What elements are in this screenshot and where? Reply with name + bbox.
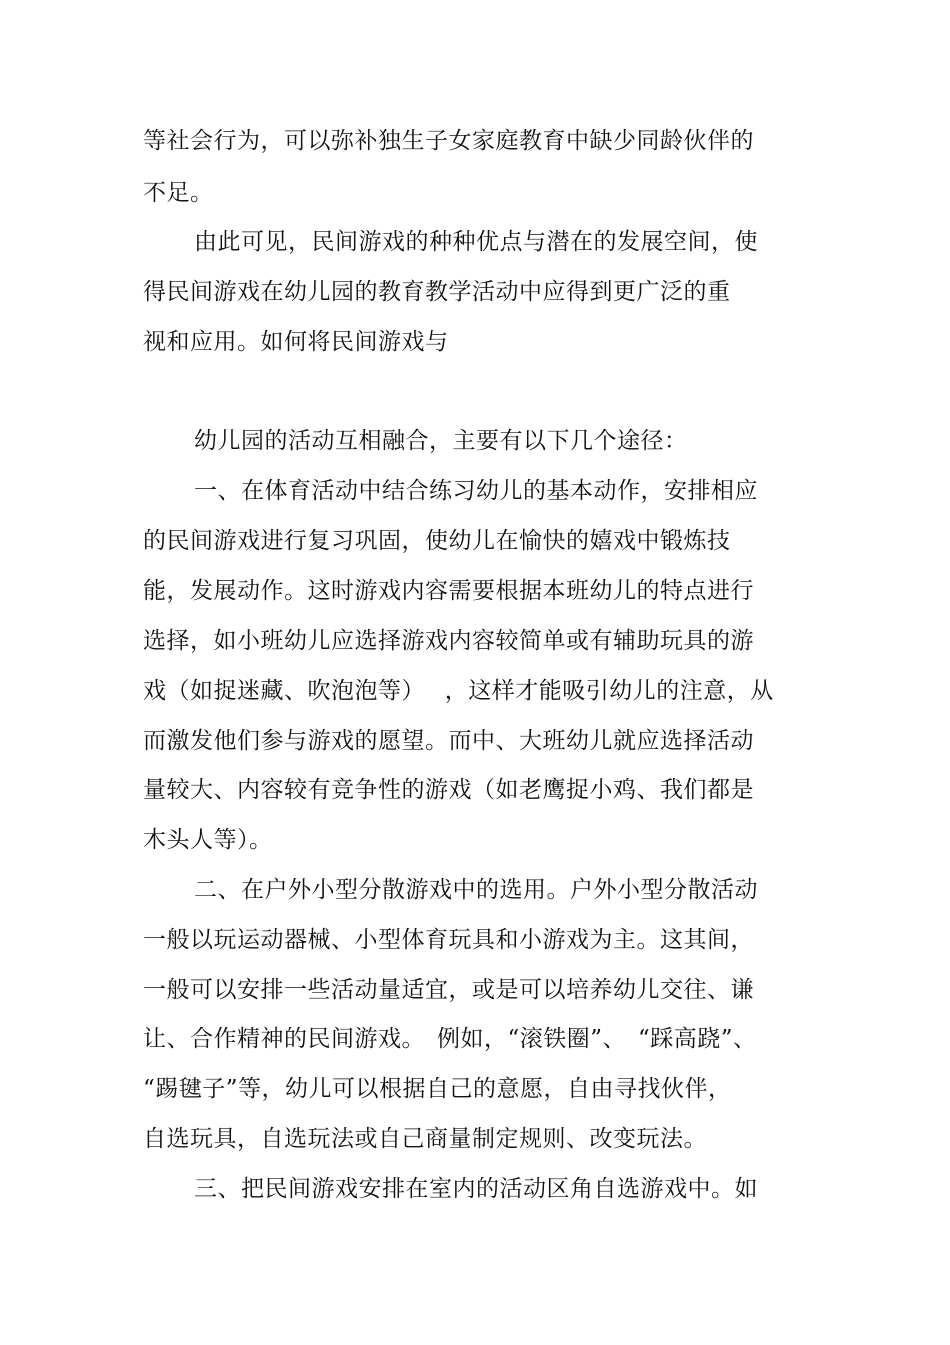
text-line: 由此可见，民间游戏的种种优点与潜在的发展空间，使 (194, 229, 758, 255)
text-line: 三、把民间游戏安排在室内的活动区角自选游戏中。如 (194, 1176, 758, 1202)
text-line: 木头人等）。 (143, 827, 273, 853)
text-line: 幼儿园的活动互相融合，主要有以下几个途径： (194, 428, 688, 454)
text-line: 一般可以安排一些活动量适宜，或是可以培养幼儿交往、谦 (143, 977, 754, 1003)
text-line: 戏（如捉迷藏、吹泡泡等） ，这样才能吸引幼儿的注意，从 (143, 678, 774, 704)
text-line: 选择，如小班幼儿应选择游戏内容较简单或有辅助玩具的游 (143, 628, 754, 654)
text-line: 等社会行为，可以弥补独生子女家庭教育中缺少同龄伙伴的 (143, 128, 754, 154)
text-line: 一、在体育活动中结合练习幼儿的基本动作，安排相应 (194, 478, 758, 504)
text-line: 视和应用。如何将民间游戏与 (143, 329, 449, 355)
text-line: 二、在户外小型分散游戏中的选用。户外小型分散活动 (194, 877, 758, 903)
text-line: 得民间游戏在幼儿园的教育教学活动中应得到更广泛的重 (143, 279, 731, 305)
text-line: 不足。 (143, 180, 214, 206)
text-line: 让、合作精神的民间游戏。 例如，“滚铁圈”、 “踩高跷”、 (143, 1026, 757, 1052)
text-line: “踢毽子”等，幼儿可以根据自己的意愿，自由寻找伙伴， (143, 1076, 732, 1102)
text-line: 的民间游戏进行复习巩固，使幼儿在愉快的嬉戏中锻炼技 (143, 528, 731, 554)
text-line: 量较大、内容较有竞争性的游戏（如老鹰捉小鸡、我们都是 (143, 777, 754, 803)
text-line: 能，发展动作。这时游戏内容需要根据本班幼儿的特点进行 (143, 578, 754, 604)
text-line: 一般以玩运动器械、小型体育玩具和小游戏为主。这其间， (143, 927, 754, 953)
text-line: 自选玩具，自选玩法或自己商量制定规则、改变玩法。 (143, 1126, 707, 1152)
text-line: 而激发他们参与游戏的愿望。而中、大班幼儿就应选择活动 (143, 728, 754, 754)
